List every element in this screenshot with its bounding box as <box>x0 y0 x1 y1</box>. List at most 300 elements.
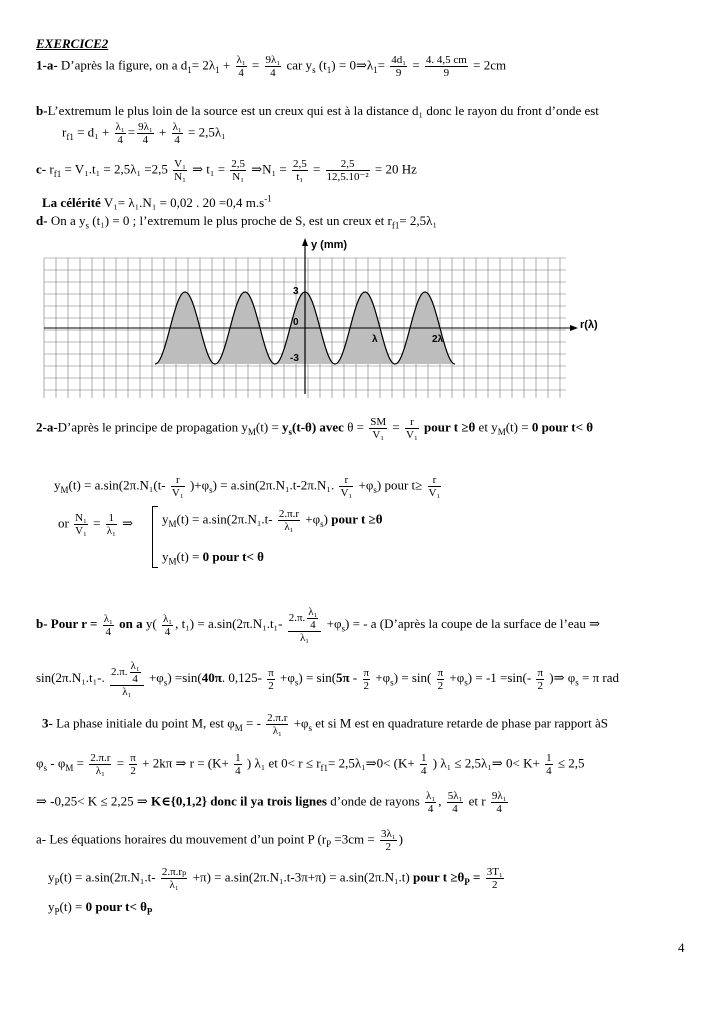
subscript: P <box>54 906 60 917</box>
text: = d₁ + <box>73 124 113 140</box>
text: +π) = a.sin(2π.N₁.t-3π+π) = a.sin(2π.N₁.t) <box>189 869 414 885</box>
denominator: 4 <box>427 803 434 815</box>
text: = 2λ <box>191 57 216 73</box>
text: 5π <box>336 669 350 685</box>
fraction <box>536 667 544 692</box>
text: = <box>113 755 128 771</box>
text: ⇒ <box>118 515 134 531</box>
text: et r <box>465 793 489 809</box>
text: ≤ 2,5 <box>554 755 585 771</box>
fraction <box>172 121 183 146</box>
text: (t) = <box>255 419 283 435</box>
denominator: 2 <box>363 679 370 692</box>
denominator: 4 <box>105 625 112 638</box>
text: pour t ≥θ <box>413 869 465 885</box>
text: 0 pour t< θ <box>85 899 147 914</box>
fraction <box>486 866 504 891</box>
question-3a <box>36 828 403 853</box>
fraction <box>425 790 436 815</box>
subscript: f1 <box>391 220 400 231</box>
numerator <box>288 606 322 632</box>
numerator: 9λ₁ <box>265 54 281 66</box>
system-brace <box>152 506 158 568</box>
superscript: -1 <box>264 193 272 204</box>
denominator: 9 <box>395 67 402 79</box>
compound-fraction <box>288 606 322 644</box>
text: ⇒ t₁ = <box>188 161 229 177</box>
numerator: 1 <box>546 752 552 764</box>
text: ) = a.sin(2π.N₁.t-2π.N₁. <box>212 477 338 493</box>
text: (t) = a.sin(2π.N₁.t- <box>59 869 159 885</box>
fraction <box>173 158 187 183</box>
numerator: λ₁ <box>103 612 113 625</box>
denominator: V₁ <box>340 487 353 499</box>
numerator: π <box>363 666 370 679</box>
denominator: 4 <box>496 803 502 815</box>
subscript: s <box>320 519 324 530</box>
subscript: s <box>294 677 299 688</box>
text: a- Les équations horaires du mouvement d’un point P (r <box>36 831 327 847</box>
text: , t₁) = a.sin(2π.N₁.t₁- <box>175 615 286 631</box>
text: (t) = a.sin(2π.N₁(t- <box>68 477 169 493</box>
text: = 2cm <box>469 57 507 73</box>
text: = <box>377 57 389 73</box>
text: (t₁) = 0 ; l’extremum le plus proche de S, est un creux et r <box>89 213 392 228</box>
denominator: 2 <box>268 679 274 692</box>
question-label: 3- <box>42 715 53 731</box>
exercise-title: EXERCICE2 <box>36 36 109 51</box>
text: = 20 Hz <box>371 161 417 177</box>
subscript: 1 <box>187 65 192 76</box>
text: pour t ≥θ <box>420 419 476 435</box>
text: =3cm = <box>331 831 378 847</box>
numerator: 2.π.r <box>267 712 288 724</box>
text: ) <box>323 511 332 527</box>
question-label: b- <box>36 103 48 118</box>
fraction <box>307 606 318 631</box>
text: +φ <box>302 511 321 527</box>
y-tick-label: -3 <box>290 353 299 364</box>
numerator: r <box>405 416 419 429</box>
numerator <box>110 660 144 686</box>
text: . 0,125- <box>221 669 266 685</box>
subscript: P <box>146 906 153 917</box>
text: + 2kπ ⇒ r = (K+ <box>138 755 233 771</box>
denominator: V₁ <box>372 429 385 441</box>
text: ⇒ -0,25< K ≤ 2,25 ⇒ <box>36 793 151 809</box>
denominator: 12,5.10⁻² <box>326 171 369 183</box>
numerator: 2.π.r <box>278 508 300 520</box>
numerator: λ₁ <box>426 790 436 802</box>
fraction <box>339 474 353 499</box>
text: (t-θ) avec <box>292 419 348 435</box>
fraction <box>265 54 282 79</box>
numerator: N₁ <box>75 512 87 524</box>
x-axis-arrow <box>570 325 578 331</box>
subscript: M <box>168 556 177 567</box>
label: La célérité <box>42 195 101 210</box>
numerator: 2,5 <box>326 158 370 171</box>
numerator: SM <box>370 416 387 428</box>
denominator: t₁ <box>296 171 304 183</box>
subscript: M <box>234 723 243 734</box>
numerator: π <box>537 666 543 679</box>
denominator: 4 <box>452 803 458 815</box>
denominator: 4 <box>238 67 244 79</box>
question-label: d- <box>36 213 48 228</box>
text: y <box>48 869 55 885</box>
fraction <box>369 416 387 441</box>
text: = V₁.t₁ = 2,5λ₁ =2,5 <box>61 161 172 177</box>
denominator: 2 <box>437 679 444 692</box>
y-tick-label: 0 <box>293 317 299 328</box>
question-2b <box>36 606 600 644</box>
question-label: 1-a- <box>36 57 58 73</box>
fraction <box>390 54 407 79</box>
denominator: λ₁ <box>284 521 294 533</box>
subscript: s <box>288 427 293 438</box>
question-label: b- Pour r = <box>36 615 101 631</box>
text: On a y <box>47 213 86 228</box>
text: y( <box>145 615 160 631</box>
numerator: λ₁ <box>308 606 318 618</box>
text: r <box>62 124 67 140</box>
fraction <box>162 613 173 638</box>
question-label: 2-a- <box>36 419 58 435</box>
text: ) = 0⇒λ <box>331 57 374 73</box>
text: θ = <box>347 419 368 435</box>
denominator: 4 <box>310 619 316 631</box>
equation-ym <box>54 474 443 499</box>
text: = <box>89 515 104 531</box>
text: or <box>58 515 73 531</box>
text: +φ <box>355 477 374 493</box>
numerator: λ₁ <box>172 121 182 133</box>
numerator: 3T₁ <box>486 866 503 878</box>
subscript: s <box>209 485 213 496</box>
text: y <box>162 549 169 564</box>
subscript: f1 <box>320 763 329 774</box>
text: = <box>469 869 484 885</box>
text: +φ <box>145 669 164 685</box>
denominator: 4 <box>546 765 552 777</box>
numerator: λ₁ <box>236 54 246 66</box>
x-axis-label: r(λ) <box>580 319 598 331</box>
fraction <box>130 660 141 685</box>
fraction <box>491 790 508 815</box>
subscript: f1 <box>66 132 74 143</box>
numerator: 1 <box>420 752 427 764</box>
denominator: λ₁ <box>122 686 132 698</box>
text: = <box>389 419 404 435</box>
text: (t) = <box>176 549 203 564</box>
text: y <box>282 419 289 435</box>
numerator: 2.π.r <box>90 752 111 764</box>
y-tick-label: 3 <box>293 286 299 297</box>
denominator: V₁ <box>75 525 87 537</box>
numerator: 1 <box>106 512 117 525</box>
question-2b-line2 <box>36 660 619 698</box>
numerator: r <box>428 474 442 487</box>
text: - <box>349 669 361 685</box>
text: = π rad <box>578 669 619 685</box>
numerator: λ₁ <box>162 612 173 625</box>
fraction <box>267 667 275 692</box>
numerator: π <box>268 666 274 679</box>
text: = <box>73 755 88 771</box>
numerator: r <box>171 474 185 487</box>
denominator: V₁ <box>428 487 441 499</box>
text: (t) = <box>505 419 532 435</box>
question-1b <box>36 103 599 119</box>
subscript: s <box>163 677 168 688</box>
text: et y <box>475 419 498 435</box>
subscript: s <box>43 763 48 774</box>
numerator: 3λ₁ <box>380 828 396 840</box>
text: = - <box>242 715 265 731</box>
y-axis-arrow <box>302 238 308 246</box>
text: d’onde de rayons <box>326 793 424 809</box>
text: ) = -1 =sin(- <box>467 669 535 685</box>
fraction <box>292 158 308 183</box>
subscript: M <box>65 763 74 774</box>
text: + <box>155 124 170 140</box>
text: 0 pour t< θ <box>202 549 264 564</box>
equation-yp <box>48 866 506 891</box>
denominator: 2 <box>385 841 392 853</box>
fraction <box>326 158 370 183</box>
system-line-1 <box>162 508 382 533</box>
text: = <box>127 124 136 140</box>
subscript: s <box>85 220 89 231</box>
fraction <box>230 158 246 183</box>
numerator: 9λ₁ <box>491 790 507 802</box>
denominator: λ₁ <box>299 632 310 644</box>
subscript: P <box>326 839 332 850</box>
text: V₁= λ₁.N₁ = 0,02 . 20 =0,4 m.s <box>100 195 265 210</box>
subscript: s <box>373 485 377 496</box>
text: = 2,5λ₁ <box>399 213 438 228</box>
denominator: 4 <box>174 134 180 146</box>
text: (t <box>315 57 327 73</box>
denominator: V₁ <box>406 429 418 441</box>
formula-rf1 <box>62 121 226 146</box>
question-3-line3 <box>36 790 510 815</box>
text: ) <box>398 831 403 847</box>
text: ) pour t≥ <box>376 477 426 493</box>
text: y <box>48 899 55 914</box>
numerator: 4. 4,5 cm <box>425 54 467 66</box>
text: (t) = a.sin(2π.N₁.t- <box>176 511 276 527</box>
fraction <box>363 667 371 692</box>
denominator: λ₁ <box>106 525 116 537</box>
x-tick-label: λ <box>372 334 378 345</box>
denominator: 4 <box>164 625 171 638</box>
text: K∈{0,1,2} donc il ya trois lignes <box>150 793 327 809</box>
subscript: s <box>341 623 346 634</box>
denominator: 4 <box>132 673 138 685</box>
subscript: s <box>464 677 468 688</box>
equation-or <box>58 512 133 537</box>
denominator: 9 <box>443 67 450 79</box>
x-tick-label: 2λ <box>432 334 444 345</box>
numerator: 5λ₁ <box>447 790 463 802</box>
text: ) = sin( <box>298 669 337 685</box>
numerator: 1 <box>235 752 241 764</box>
question-1c <box>36 158 417 183</box>
text: on a <box>115 615 146 631</box>
numerator: π <box>130 752 136 764</box>
subscript: 1 <box>326 65 332 76</box>
denominator: 4 <box>235 765 241 777</box>
text: 0 pour t< θ <box>531 419 594 435</box>
numerator: λ₁ <box>115 121 125 133</box>
fraction <box>447 790 464 815</box>
question-2a <box>36 416 593 441</box>
subscript: P <box>54 877 60 888</box>
celerite-line <box>42 195 272 211</box>
denominator: 4 <box>117 134 123 146</box>
text: D’après le principe de propagation y <box>57 419 248 435</box>
text: y <box>54 477 61 493</box>
text: car y <box>283 57 313 73</box>
question-3-line2 <box>36 752 584 777</box>
text: ) = sin( <box>393 669 435 685</box>
fraction <box>234 752 242 777</box>
fraction <box>437 667 445 692</box>
text: 40π <box>201 669 222 685</box>
fraction <box>129 752 137 777</box>
question-1a <box>36 54 506 79</box>
numerator: V₁ <box>174 158 186 170</box>
subscript: M <box>497 427 506 438</box>
subscript: s <box>575 677 579 688</box>
text: ) =sin( <box>167 669 202 685</box>
system-line-2 <box>162 549 264 565</box>
fraction <box>420 752 428 777</box>
subscript: s <box>308 723 312 734</box>
denominator: N₁ <box>232 171 245 183</box>
fraction <box>428 474 442 499</box>
denominator: 2 <box>537 679 543 692</box>
fraction <box>137 121 154 146</box>
compound-fraction <box>110 660 144 698</box>
subscript: P <box>464 877 470 888</box>
denominator: 4 <box>142 134 149 146</box>
text: = <box>309 161 324 177</box>
text: +φ <box>446 669 465 685</box>
text: (t) = <box>59 899 86 914</box>
numerator: λ₁ <box>130 660 140 672</box>
fraction <box>115 121 126 146</box>
page-number: 4 <box>678 940 685 955</box>
numerator: π <box>437 666 444 679</box>
text: +φ <box>372 669 391 685</box>
subscript: M <box>247 427 256 438</box>
subscript: s <box>312 65 316 76</box>
fraction <box>405 416 419 441</box>
subscript: M <box>60 485 69 496</box>
text: ) λ₁ ≤ 2,5λ₁⇒ 0< K+ <box>429 755 544 771</box>
text: , <box>438 793 445 809</box>
numerator: 2,5 <box>292 158 307 170</box>
denominator: λ₁ <box>169 879 179 891</box>
numerator: 2.π.rₚ <box>161 866 187 878</box>
wave-chart <box>0 234 720 404</box>
denominator: N₁ <box>174 171 186 183</box>
text: +φ <box>290 715 309 731</box>
fraction <box>545 752 553 777</box>
subscript: M <box>168 519 177 530</box>
subscript: 1 <box>373 65 378 76</box>
denominator: V₁ <box>171 487 184 499</box>
text: +φ <box>323 615 342 631</box>
text: +φ <box>276 669 295 685</box>
text: L’extremum le plus loin de la source est un creux qui est à la distance d₁ donc le rayon du front d’onde est <box>47 103 599 118</box>
subscript: f1 <box>53 169 62 180</box>
text: = 2,5λ₁⇒0< (K+ <box>328 755 418 771</box>
text: )+φ <box>186 477 210 493</box>
fraction <box>171 474 185 499</box>
denominator: 2 <box>491 879 498 891</box>
numerator: 9λ₁ <box>138 121 153 133</box>
numerator: 2,5 <box>231 158 246 170</box>
text: 2.π. <box>288 612 306 625</box>
text: ⇒N₁ = <box>248 161 290 177</box>
denominator: λ₁ <box>95 765 105 777</box>
text: φ <box>36 755 44 771</box>
subscript: 1 <box>215 65 220 76</box>
text: ) λ₁ et 0< r ≤ r <box>243 755 321 771</box>
text: )⇒ φ <box>546 669 576 685</box>
question-label: c- <box>36 161 47 177</box>
text: D’après la figure, on a d <box>57 57 188 73</box>
fraction <box>278 508 300 533</box>
question-3 <box>42 712 608 737</box>
numerator: 4d₁ <box>391 54 407 66</box>
denominator: 4 <box>270 67 276 79</box>
text: - φ <box>47 755 66 771</box>
text: = <box>248 57 263 73</box>
fraction <box>106 512 117 537</box>
text: = <box>409 57 423 73</box>
fraction <box>266 712 288 737</box>
text: et si M est en quadrature retarde de phase par rapport àS <box>312 715 608 731</box>
fraction <box>425 54 468 79</box>
text: pour t ≥θ <box>331 511 383 527</box>
y-axis-label: y (mm) <box>311 239 348 251</box>
fraction <box>89 752 111 777</box>
text: r <box>46 161 54 177</box>
text: + <box>219 57 234 73</box>
fraction <box>103 613 114 638</box>
text: ) = - a (D’après la coupe de la surface de l’eau ⇒ <box>345 615 601 631</box>
question-1d <box>36 213 437 229</box>
equation-yp2 <box>48 899 152 915</box>
text: y <box>162 511 169 527</box>
denominator: 4 <box>420 765 427 777</box>
fraction <box>74 512 88 537</box>
text: La phase initiale du point M, est φ <box>52 715 235 731</box>
denominator: 2 <box>130 765 136 777</box>
text: = 2,5λ₁ <box>184 124 226 140</box>
fraction <box>236 54 247 79</box>
fraction <box>161 866 188 891</box>
subscript: s <box>390 677 394 688</box>
text: sin(2π.N₁.t₁-. <box>36 669 108 685</box>
text: 2.π. <box>110 666 128 679</box>
denominator: λ₁ <box>272 725 282 737</box>
